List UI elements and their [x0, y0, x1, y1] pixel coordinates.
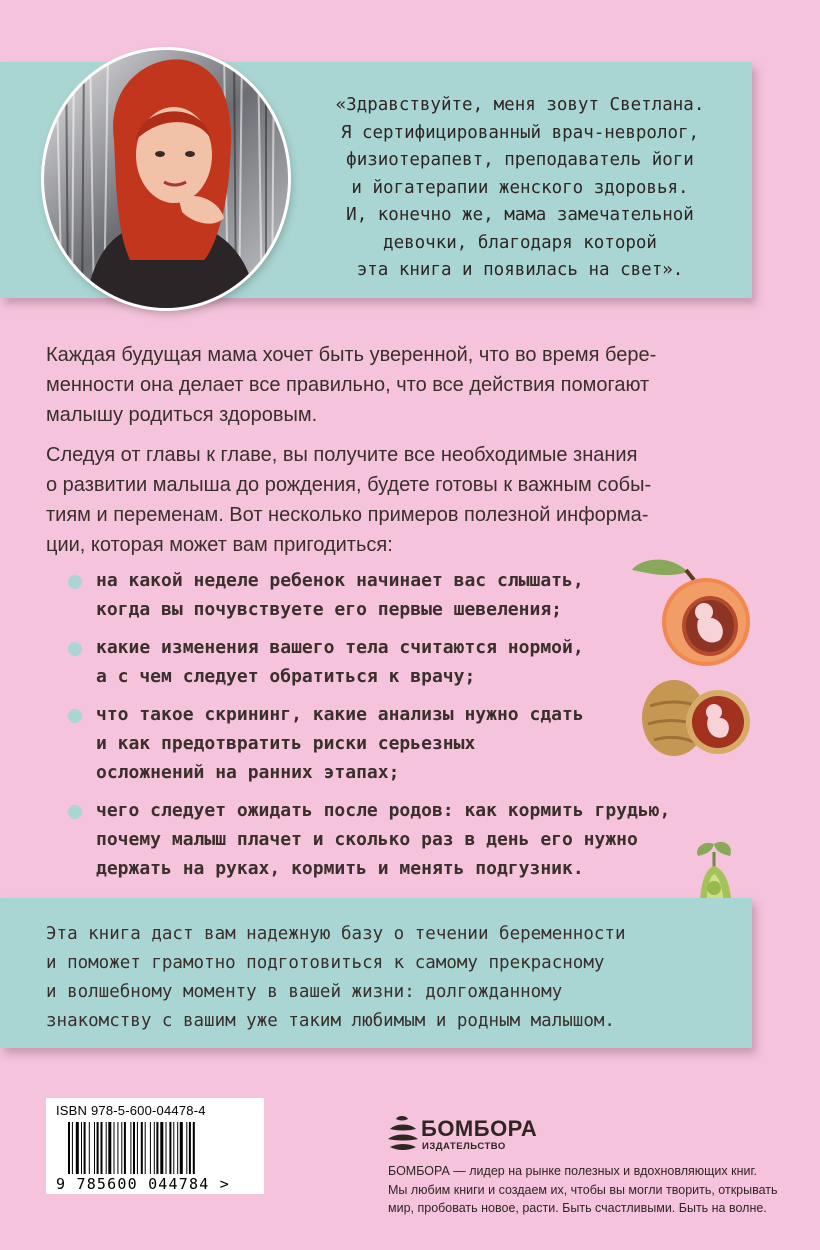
bombora-logo-icon	[388, 1115, 418, 1151]
publisher-description-line: БОМБОРА — лидер на рынке полезных и вдохновляющих книг.	[388, 1164, 757, 1178]
isbn-label: ISBN 978-5-600-04478-4	[56, 1103, 206, 1118]
barcode-bar	[137, 1122, 138, 1174]
list-item	[68, 633, 670, 691]
list-item-line: держать на руках, кормить и менять подгузник.	[96, 858, 584, 879]
barcode-bar	[76, 1122, 79, 1174]
barcode-bar	[114, 1122, 115, 1174]
intro-paragraph	[46, 340, 766, 430]
bullet-dot-icon	[68, 575, 82, 589]
author-photo	[44, 50, 288, 308]
quote-line: «Здравствуйте, меня зовут Светлана.	[335, 95, 705, 115]
publisher-description-line: Мы любим книги и создаем их, чтобы вы могли творить, открывать	[388, 1182, 778, 1197]
list-item-line: почему малыш плачет и сколько раз в день его нужно	[96, 829, 638, 850]
barcode-bar	[81, 1122, 82, 1174]
list-item	[68, 700, 670, 787]
barcode-bar	[106, 1122, 107, 1174]
list-item-line: какие изменения вашего тела считаются нормой,	[96, 637, 584, 658]
bullet-dot-icon	[68, 805, 82, 819]
publisher-name: БОМБОРА	[421, 1116, 538, 1141]
barcode-digits: 9 785600 044784 >	[56, 1175, 230, 1193]
bullet-dot-icon	[68, 709, 82, 723]
publisher-subtitle: ИЗДАТЕЛЬСТВО	[422, 1141, 506, 1152]
author-quote	[300, 92, 740, 285]
barcode-bar	[124, 1122, 126, 1174]
barcode-bar	[150, 1122, 151, 1174]
barcode-bar	[186, 1122, 187, 1174]
list-item-line: а с чем следует обратиться к врачу;	[96, 666, 476, 687]
barcode-bar	[133, 1122, 135, 1174]
barcode-bar	[166, 1122, 167, 1174]
barcode-bar	[84, 1122, 86, 1174]
barcode-bar	[72, 1122, 73, 1174]
summary-line: и волшебному моменту в вашей жизни: долгожданному	[46, 982, 563, 1002]
barcode-bar	[145, 1122, 146, 1174]
summary-line: и поможет грамотно подготовиться к самому прекрасному	[46, 953, 605, 973]
quote-line: девочки, благодаря которой	[383, 232, 657, 253]
barcode-bar	[154, 1122, 155, 1174]
summary-text	[46, 920, 746, 1036]
quote-line: физиотерапевт, преподаватель йоги	[346, 150, 694, 170]
intro-line: малышу родиться здоровым.	[46, 404, 318, 426]
list-item-line: что такое скрининг, какие анализы нужно сдать	[96, 704, 584, 725]
barcode-bar	[160, 1122, 163, 1174]
benefits-list	[68, 566, 670, 892]
chapters-line: Следуя от главы к главе, вы получите все необходимые знания	[46, 444, 638, 466]
barcode-bar	[189, 1122, 191, 1174]
list-item-line: чего следует ожидать после родов: как кормить грудью,	[96, 800, 671, 821]
summary-line: знакомству с вашим уже таким любимым и родным малышом.	[46, 1011, 615, 1031]
barcode-bar	[130, 1122, 131, 1174]
list-item-line: на какой неделе ребенок начинает вас слышать,	[96, 570, 584, 591]
barcode-bar	[173, 1122, 174, 1174]
list-item-line: и как предотвратить риски серьезных	[96, 733, 476, 754]
barcode-box	[46, 1098, 264, 1194]
barcode-bar	[108, 1122, 111, 1174]
chapters-line: о развитии малыша до рождения, будете готовы к важным собы-	[46, 474, 652, 496]
summary-line: Эта книга даст вам надежную базу о течении беременности	[46, 924, 626, 944]
list-item	[68, 796, 670, 883]
quote-line: эта книга и появилась на свет».	[356, 260, 684, 280]
barcode-bar	[156, 1122, 158, 1174]
barcode-bar	[193, 1122, 195, 1174]
walnut-embryo-icon	[640, 676, 752, 762]
publisher-description	[388, 1162, 778, 1218]
barcode-bar	[169, 1122, 171, 1174]
author-portrait	[44, 50, 288, 308]
list-item	[68, 566, 670, 624]
peach-embryo-icon	[628, 550, 752, 670]
barcode-icon	[68, 1122, 244, 1174]
barcode-bar	[94, 1122, 95, 1174]
barcode-bar	[180, 1122, 183, 1174]
bullet-dot-icon	[68, 642, 82, 656]
list-item-line: когда вы почувствуете его первые шевеления;	[96, 599, 562, 620]
barcode-bar	[121, 1122, 122, 1174]
list-item-text	[96, 700, 670, 787]
list-item-line: осложнений на ранних этапах;	[96, 762, 400, 783]
list-item-text	[96, 566, 670, 624]
chapters-line: ции, которая может вам пригодиться:	[46, 534, 393, 556]
barcode-bar	[89, 1122, 90, 1174]
chapters-paragraph	[46, 440, 766, 560]
list-item-text	[96, 796, 670, 883]
quote-line: Я сертифицированный врач-невролог,	[340, 122, 700, 143]
intro-line: Каждая будущая мама хочет быть уверенной, что во время бере-	[46, 344, 657, 366]
barcode-bar	[177, 1122, 178, 1174]
intro-line: менности она делает все правильно, что все действия помогают	[46, 374, 650, 396]
publisher-description-line: мир, пробовать новое, расти. Быть счастливыми. Быть на волне.	[388, 1201, 767, 1215]
barcode-bar	[141, 1122, 143, 1174]
list-item-text	[96, 633, 670, 691]
barcode-bar	[97, 1122, 99, 1174]
quote-line: И, конечно же, мама замечательной	[346, 205, 694, 225]
chapters-line: тиям и переменам. Вот несколько примеров полезной информа-	[46, 504, 649, 526]
quote-line: и йогатерапии женского здоровья.	[351, 177, 689, 198]
barcode-bar	[101, 1122, 103, 1174]
barcode-bar	[68, 1122, 70, 1174]
barcode-bar	[117, 1122, 118, 1174]
